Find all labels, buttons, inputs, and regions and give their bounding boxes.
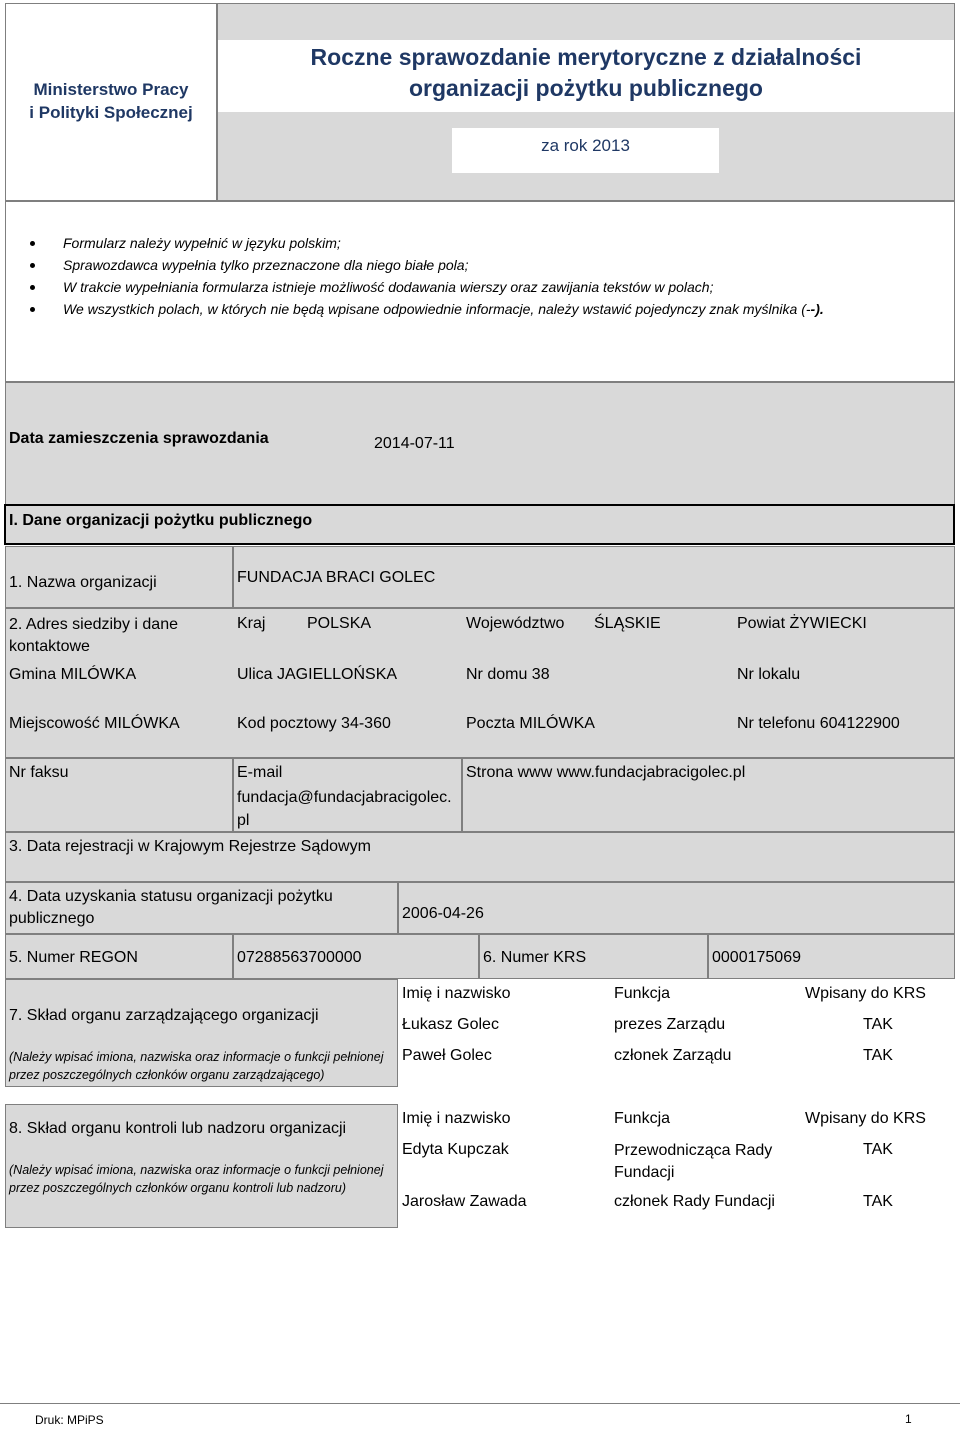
instruction-4-tail: -). [810, 301, 824, 317]
krs-label: 6. Numer KRS [483, 949, 587, 966]
address-label: 2. Adres siedziby i dane kontaktowe [9, 616, 178, 655]
house-number[interactable]: Nr domu 38 [466, 666, 550, 683]
footer-rule [0, 1403, 960, 1404]
municipality[interactable]: Gmina MILÓWKA [9, 666, 137, 683]
bullet-icon [30, 307, 35, 312]
postal-code[interactable]: Kod pocztowy 34-360 [237, 715, 391, 732]
footer-print: Druk: MPiPS [35, 1413, 104, 1427]
supervisory-member-krs[interactable]: TAK [863, 1141, 893, 1158]
board-header-name: Imię i nazwisko [402, 985, 511, 1002]
instruction-2: Sprawozdawca wypełnia tylko przeznaczone dla niego białe pola; [63, 257, 469, 273]
bullet-icon [30, 241, 35, 246]
website[interactable]: Strona www www.fundacjabracigolec.pl [466, 764, 746, 781]
phone-number[interactable]: Nr telefonu 604122900 [737, 715, 900, 732]
report-year: za rok 2013 [541, 136, 630, 155]
report-title [218, 42, 954, 104]
organization-name[interactable]: FUNDACJA BRACI GOLEC [237, 569, 436, 586]
email-value[interactable]: fundacja@fundacjabracigolec.pl [237, 789, 452, 829]
instruction-4 [63, 299, 824, 320]
board-member-name[interactable]: Łukasz Golec [402, 1016, 499, 1033]
ministry-line1: Ministerstwo Pracy [33, 80, 189, 99]
section-title: I. Dane organizacji pożytku publicznego [9, 512, 313, 529]
publication-label: Data zamieszczenia sprawozdania [9, 430, 269, 447]
report-title-line2: organizacji pożytku publicznego [409, 75, 763, 101]
locality[interactable]: Miejscowość MILÓWKA [9, 715, 180, 732]
registration-label: 3. Data rejestracji w Krajowym Rejestrze Sądowym [9, 838, 371, 855]
post-office[interactable]: Poczta MILÓWKA [466, 715, 595, 732]
ministry-line2: i Polityki Społecznej [29, 103, 193, 122]
email-label: E-mail [237, 764, 283, 781]
country-value[interactable]: POLSKA [307, 615, 372, 632]
krs-number[interactable]: 0000175069 [712, 949, 801, 966]
bullet-icon [30, 285, 35, 290]
supervisory-member-krs[interactable]: TAK [863, 1193, 893, 1210]
supervisory-member-function[interactable]: członek Rady Fundacji [614, 1193, 775, 1210]
board-member-function[interactable]: prezes Zarządu [614, 1016, 726, 1033]
regon-number[interactable]: 07288563700000 [237, 949, 362, 966]
board-header-krs: Wpisany do KRS [805, 985, 926, 1002]
page-number: 1 [905, 1412, 912, 1426]
status-date[interactable]: 2006-04-26 [402, 905, 484, 922]
fax-label[interactable]: Nr faksu [9, 764, 69, 781]
supervisory-note: (Należy wpisać imiona, nazwiska oraz informacje o funkcji pełnionej przez poszczególnych członków organu kontroli lub nadzoru) [9, 1163, 384, 1195]
board-header-function: Funkcja [614, 985, 671, 1002]
supervisory-label: 8. Skład organu kontroli lub nadzoru organizacji [9, 1120, 347, 1137]
instruction-3: W trakcie wypełniania formularza istnieje możliwość dodawania wierszy oraz zawijania tekstów w polach; [63, 279, 714, 295]
board-label: 7. Skład organu zarządzającego organizacji [9, 1007, 319, 1024]
instruction-1: Formularz należy wypełnić w języku polskim; [63, 235, 341, 251]
name-label: 1. Nazwa organizacji [9, 574, 157, 591]
supervisory-header-krs: Wpisany do KRS [805, 1110, 926, 1127]
regon-label: 5. Numer REGON [9, 949, 138, 966]
supervisory-header-function: Funkcja [614, 1110, 671, 1127]
country-label: Kraj [237, 615, 266, 632]
county[interactable]: Powiat ŻYWIECKI [737, 615, 867, 632]
supervisory-member-name[interactable]: Jarosław Zawada [402, 1193, 527, 1210]
voivodeship-value[interactable]: ŚLĄSKIE [594, 615, 661, 632]
publication-date[interactable]: 2014-07-11 [374, 435, 455, 452]
board-member-name[interactable]: Paweł Golec [402, 1047, 492, 1064]
supervisory-member-name[interactable]: Edyta Kupczak [402, 1141, 509, 1158]
board-note: (Należy wpisać imiona, nazwiska oraz informacje o funkcji pełnionej przez poszczególnych członków organu zarządzającego) [9, 1050, 384, 1082]
bullet-icon [30, 263, 35, 268]
street[interactable]: Ulica JAGIELLOŃSKA [237, 666, 398, 683]
apartment-number[interactable]: Nr lokalu [737, 666, 801, 683]
voivodeship-label: Województwo [466, 615, 565, 632]
board-member-krs[interactable]: TAK [863, 1016, 893, 1033]
report-title-line1: Roczne sprawozdanie merytoryczne z działalności [310, 44, 862, 70]
instruction-4-text: We wszystkich polach, w których nie będą wpisane odpowiednie informacje, należy wstawić pojedynczy znak myślnika (- [63, 301, 811, 317]
board-member-function[interactable]: członek Zarządu [614, 1047, 732, 1064]
supervisory-member-function[interactable]: Przewodnicząca Rady Fundacji [614, 1142, 773, 1181]
status-label: 4. Data uzyskania statusu organizacji pożytku publicznego [9, 888, 333, 927]
supervisory-header-name: Imię i nazwisko [402, 1110, 511, 1127]
board-member-krs[interactable]: TAK [863, 1047, 893, 1064]
ministry-name [5, 78, 217, 124]
